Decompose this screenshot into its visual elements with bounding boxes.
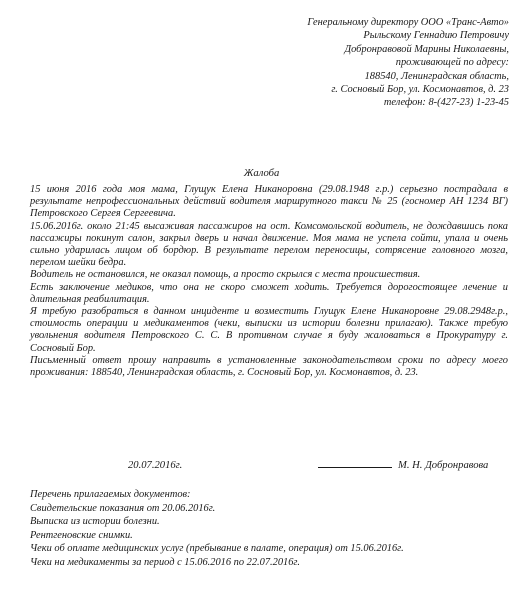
body-paragraph: 15 июня 2016 года моя мама, Глущук Елена Никаноровна (29.08.1948 г.р.) серьезно пострадала в результате непрофессиональных действий водителя маршрутного такси № 25 (госномер АН 1234 ВГ) Петровского Сергея Сергеевича. [30,184,508,220]
body-paragraph: Водитель не остановился, не оказал помощь, а просто скрылся с места происшествия. [30,269,421,281]
body-paragraph: Есть заключение медиков, что она не скоро сможет ходить. Требуется дорогостоящее лечение и длительная реабилитация. [30,281,508,305]
signature-block [318,460,488,471]
attachment-item: Свидетельские показания от 20.06.2016г. [30,502,216,514]
attachments-list [30,488,508,570]
sender-address-line: 188540, Ленинградская область, [364,70,509,82]
attachment-item: Чеки на медикаменты за период с 15.06.2016 по 22.07.2016г. [30,556,300,568]
signature-line [318,467,392,468]
sender-line: проживающей по адресу: [395,57,509,69]
body-paragraph: Письменный ответ прошу направить в установленные законодательством сроки по адресу моего проживания: 188540, Ленинградская область, г. Сосновый Бор, ул. Космонавтов, д. 23. [30,354,508,379]
body-paragraph: Я требую разобраться в данном инциденте и возместить Глущук Елене Никаноровне 29.08.2948г.р., стоимость операции и медикаментов (чеки, выписки из истории болезни прилагаю). Также требую увольнения водителя Петровского С. С. В противном случае я буду жаловаться в Прокуратуру г. Сосновый Бор. [30,306,508,354]
document-title: Жалоба [243,168,280,179]
recipient-line: Рыльскому Геннадию Петровичу [363,30,509,42]
sender-address-line: г. Сосновый Бор, ул. Космонавтов, д. 23 [331,84,509,96]
attachments-heading: Перечень прилагаемых документов: [30,489,191,500]
signature-date: 20.07.2016г. [128,460,183,471]
attachment-item: Выписка из истории болезни. [30,516,160,528]
recipient-block [209,16,509,110]
sender-line: Добронравовой Марины Николаевны, [344,43,509,55]
attachment-item: Чеки об оплате медицинских услуг (пребывание в палате, операция) от 15.06.2016г. [30,543,404,555]
document-body [30,184,508,379]
recipient-line: Генеральному директору ООО «Транс-Авто» [307,17,509,28]
attachment-item: Рентгеновские снимки. [30,529,133,541]
sender-phone-line: телефон: 8-(427-23) 1-23-45 [383,97,509,109]
signature-name: М. Н. Добронравова [398,460,489,471]
body-paragraph: 15.06.2016г. около 21:45 высаживая пассажиров на ост. Комсомольской водитель, не дождавшись пока пассажиры покинут салон, закрыл дверь и начал движение. Моя мама не успела сойти, упала и очень сильно ударилась лицом об бордюр. В результате перелом переносицы, сотрясение головного мозга, перелом шейки бедра. [30,220,508,269]
